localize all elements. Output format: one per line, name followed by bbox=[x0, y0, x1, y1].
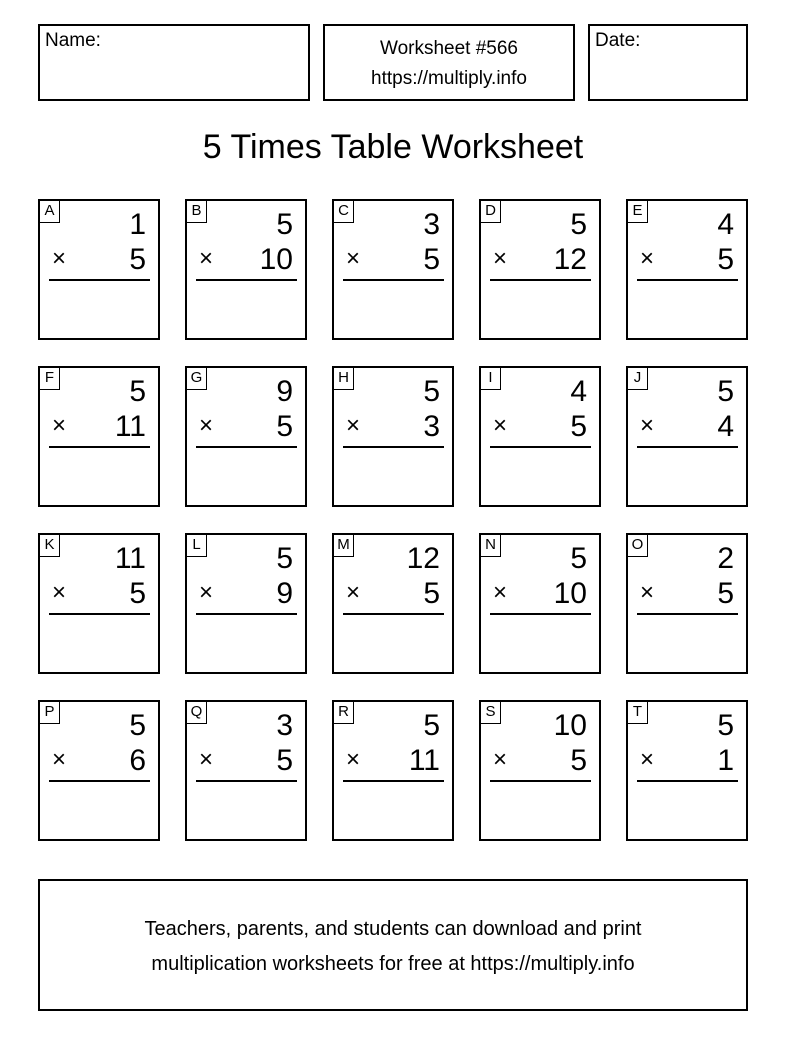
multiplicand: 5 bbox=[423, 709, 440, 742]
multiplier: 3 bbox=[423, 410, 440, 443]
multiplier: 5 bbox=[717, 577, 734, 610]
problem-card bbox=[479, 700, 601, 841]
footer-line-2: multiplication worksheets for free at https://multiply.info bbox=[151, 953, 635, 975]
multiplicand: 5 bbox=[129, 375, 146, 408]
times-sign: × bbox=[199, 746, 214, 773]
problem-letter: L bbox=[187, 535, 207, 557]
answer-line bbox=[196, 780, 297, 782]
multiplicand: 5 bbox=[570, 542, 587, 575]
multiplicand: 10 bbox=[553, 709, 587, 742]
multiplicand: 4 bbox=[570, 375, 587, 408]
problem-card bbox=[38, 366, 160, 507]
multiplicand: 5 bbox=[423, 375, 440, 408]
problem-letter: G bbox=[187, 368, 207, 390]
answer-line bbox=[49, 279, 150, 281]
multiplier: 5 bbox=[570, 410, 587, 443]
footer-line-1: Teachers, parents, and students can download and print bbox=[144, 918, 642, 940]
answer-line bbox=[343, 446, 444, 448]
multiplier: 6 bbox=[129, 744, 146, 777]
page-title: 5 Times Table Worksheet bbox=[202, 128, 584, 166]
multiplier: 1 bbox=[717, 744, 734, 777]
multiplicand: 5 bbox=[129, 709, 146, 742]
times-sign: × bbox=[493, 579, 508, 606]
multiplier: 5 bbox=[129, 243, 146, 276]
times-sign: × bbox=[346, 412, 361, 439]
multiplicand: 9 bbox=[276, 375, 293, 408]
times-sign: × bbox=[493, 746, 508, 773]
multiplier: 5 bbox=[423, 243, 440, 276]
answer-line bbox=[49, 613, 150, 615]
multiplicand: 4 bbox=[717, 208, 734, 241]
problem-letter: H bbox=[334, 368, 354, 390]
worksheet-number: Worksheet #566 bbox=[379, 38, 518, 59]
problem-letter: K bbox=[40, 535, 60, 557]
multiplier: 5 bbox=[570, 744, 587, 777]
problem-card bbox=[479, 199, 601, 340]
times-sign: × bbox=[199, 579, 214, 606]
answer-line bbox=[637, 446, 738, 448]
multiplicand: 5 bbox=[717, 709, 734, 742]
times-sign: × bbox=[493, 245, 508, 272]
date-label: Date: bbox=[595, 30, 641, 51]
problem-card bbox=[479, 366, 601, 507]
multiplier: 5 bbox=[129, 577, 146, 610]
answer-line bbox=[637, 613, 738, 615]
answer-line bbox=[343, 780, 444, 782]
name-label: Name: bbox=[45, 30, 101, 51]
times-sign: × bbox=[640, 245, 655, 272]
answer-line bbox=[196, 279, 297, 281]
multiplier: 9 bbox=[276, 577, 293, 610]
multiplier: 10 bbox=[259, 243, 293, 276]
multiplicand: 3 bbox=[276, 709, 293, 742]
problem-card bbox=[185, 533, 307, 674]
problem-card bbox=[626, 700, 748, 841]
answer-line bbox=[490, 613, 591, 615]
worksheet-url: https://multiply.info bbox=[371, 68, 527, 89]
problem-card bbox=[626, 533, 748, 674]
worksheet-info-box bbox=[323, 24, 575, 101]
answer-line bbox=[490, 279, 591, 281]
multiplier: 5 bbox=[717, 243, 734, 276]
answer-line bbox=[343, 613, 444, 615]
problem-letter: S bbox=[481, 702, 501, 724]
problem-card bbox=[185, 366, 307, 507]
problem-letter: I bbox=[481, 368, 501, 390]
problem-letter: E bbox=[628, 201, 648, 223]
multiplier: 12 bbox=[553, 243, 587, 276]
multiplicand: 3 bbox=[423, 208, 440, 241]
multiplicand: 5 bbox=[570, 208, 587, 241]
problem-card bbox=[185, 700, 307, 841]
times-sign: × bbox=[640, 746, 655, 773]
times-sign: × bbox=[52, 579, 67, 606]
problem-card bbox=[626, 366, 748, 507]
times-sign: × bbox=[640, 412, 655, 439]
answer-line bbox=[196, 613, 297, 615]
times-sign: × bbox=[199, 245, 214, 272]
problem-card bbox=[332, 366, 454, 507]
multiplier: 5 bbox=[423, 577, 440, 610]
multiplicand: 5 bbox=[276, 542, 293, 575]
problem-letter: C bbox=[334, 201, 354, 223]
problem-letter: T bbox=[628, 702, 648, 724]
problem-letter: O bbox=[628, 535, 648, 557]
multiplier: 11 bbox=[408, 744, 440, 777]
problem-card bbox=[38, 199, 160, 340]
times-sign: × bbox=[52, 412, 67, 439]
problem-letter: Q bbox=[187, 702, 207, 724]
footer-note-box bbox=[38, 879, 748, 1011]
problem-card bbox=[479, 533, 601, 674]
times-sign: × bbox=[346, 245, 361, 272]
times-sign: × bbox=[199, 412, 214, 439]
answer-line bbox=[490, 446, 591, 448]
problem-letter: P bbox=[40, 702, 60, 724]
multiplicand: 5 bbox=[276, 208, 293, 241]
times-sign: × bbox=[52, 746, 67, 773]
answer-line bbox=[343, 279, 444, 281]
problem-letter: A bbox=[40, 201, 60, 223]
multiplicand: 11 bbox=[114, 542, 146, 575]
times-sign: × bbox=[346, 746, 361, 773]
answer-line bbox=[490, 780, 591, 782]
answer-line bbox=[49, 780, 150, 782]
problem-card bbox=[332, 533, 454, 674]
problem-letter: D bbox=[481, 201, 501, 223]
multiplier: 11 bbox=[114, 410, 146, 443]
answer-line bbox=[637, 279, 738, 281]
multiplier: 10 bbox=[553, 577, 587, 610]
name-field-box[interactable] bbox=[38, 24, 310, 101]
problem-card bbox=[185, 199, 307, 340]
problem-letter: N bbox=[481, 535, 501, 557]
problem-letter: M bbox=[334, 535, 354, 557]
date-field-box[interactable] bbox=[588, 24, 748, 101]
multiplicand: 2 bbox=[717, 542, 734, 575]
multiplicand: 5 bbox=[717, 375, 734, 408]
times-sign: × bbox=[52, 245, 67, 272]
problem-card bbox=[38, 700, 160, 841]
problem-letter: J bbox=[628, 368, 648, 390]
multiplier: 4 bbox=[717, 410, 734, 443]
times-sign: × bbox=[493, 412, 508, 439]
answer-line bbox=[49, 446, 150, 448]
multiplicand: 12 bbox=[406, 542, 440, 575]
answer-line bbox=[637, 780, 738, 782]
answer-line bbox=[196, 446, 297, 448]
problem-card bbox=[332, 700, 454, 841]
times-sign: × bbox=[346, 579, 361, 606]
problem-card bbox=[332, 199, 454, 340]
times-sign: × bbox=[640, 579, 655, 606]
multiplier: 5 bbox=[276, 744, 293, 777]
problem-card bbox=[626, 199, 748, 340]
problem-letter: F bbox=[40, 368, 60, 390]
problem-letter: R bbox=[334, 702, 354, 724]
problem-card bbox=[38, 533, 160, 674]
problem-letter: B bbox=[187, 201, 207, 223]
multiplier: 5 bbox=[276, 410, 293, 443]
multiplicand: 1 bbox=[129, 208, 146, 241]
